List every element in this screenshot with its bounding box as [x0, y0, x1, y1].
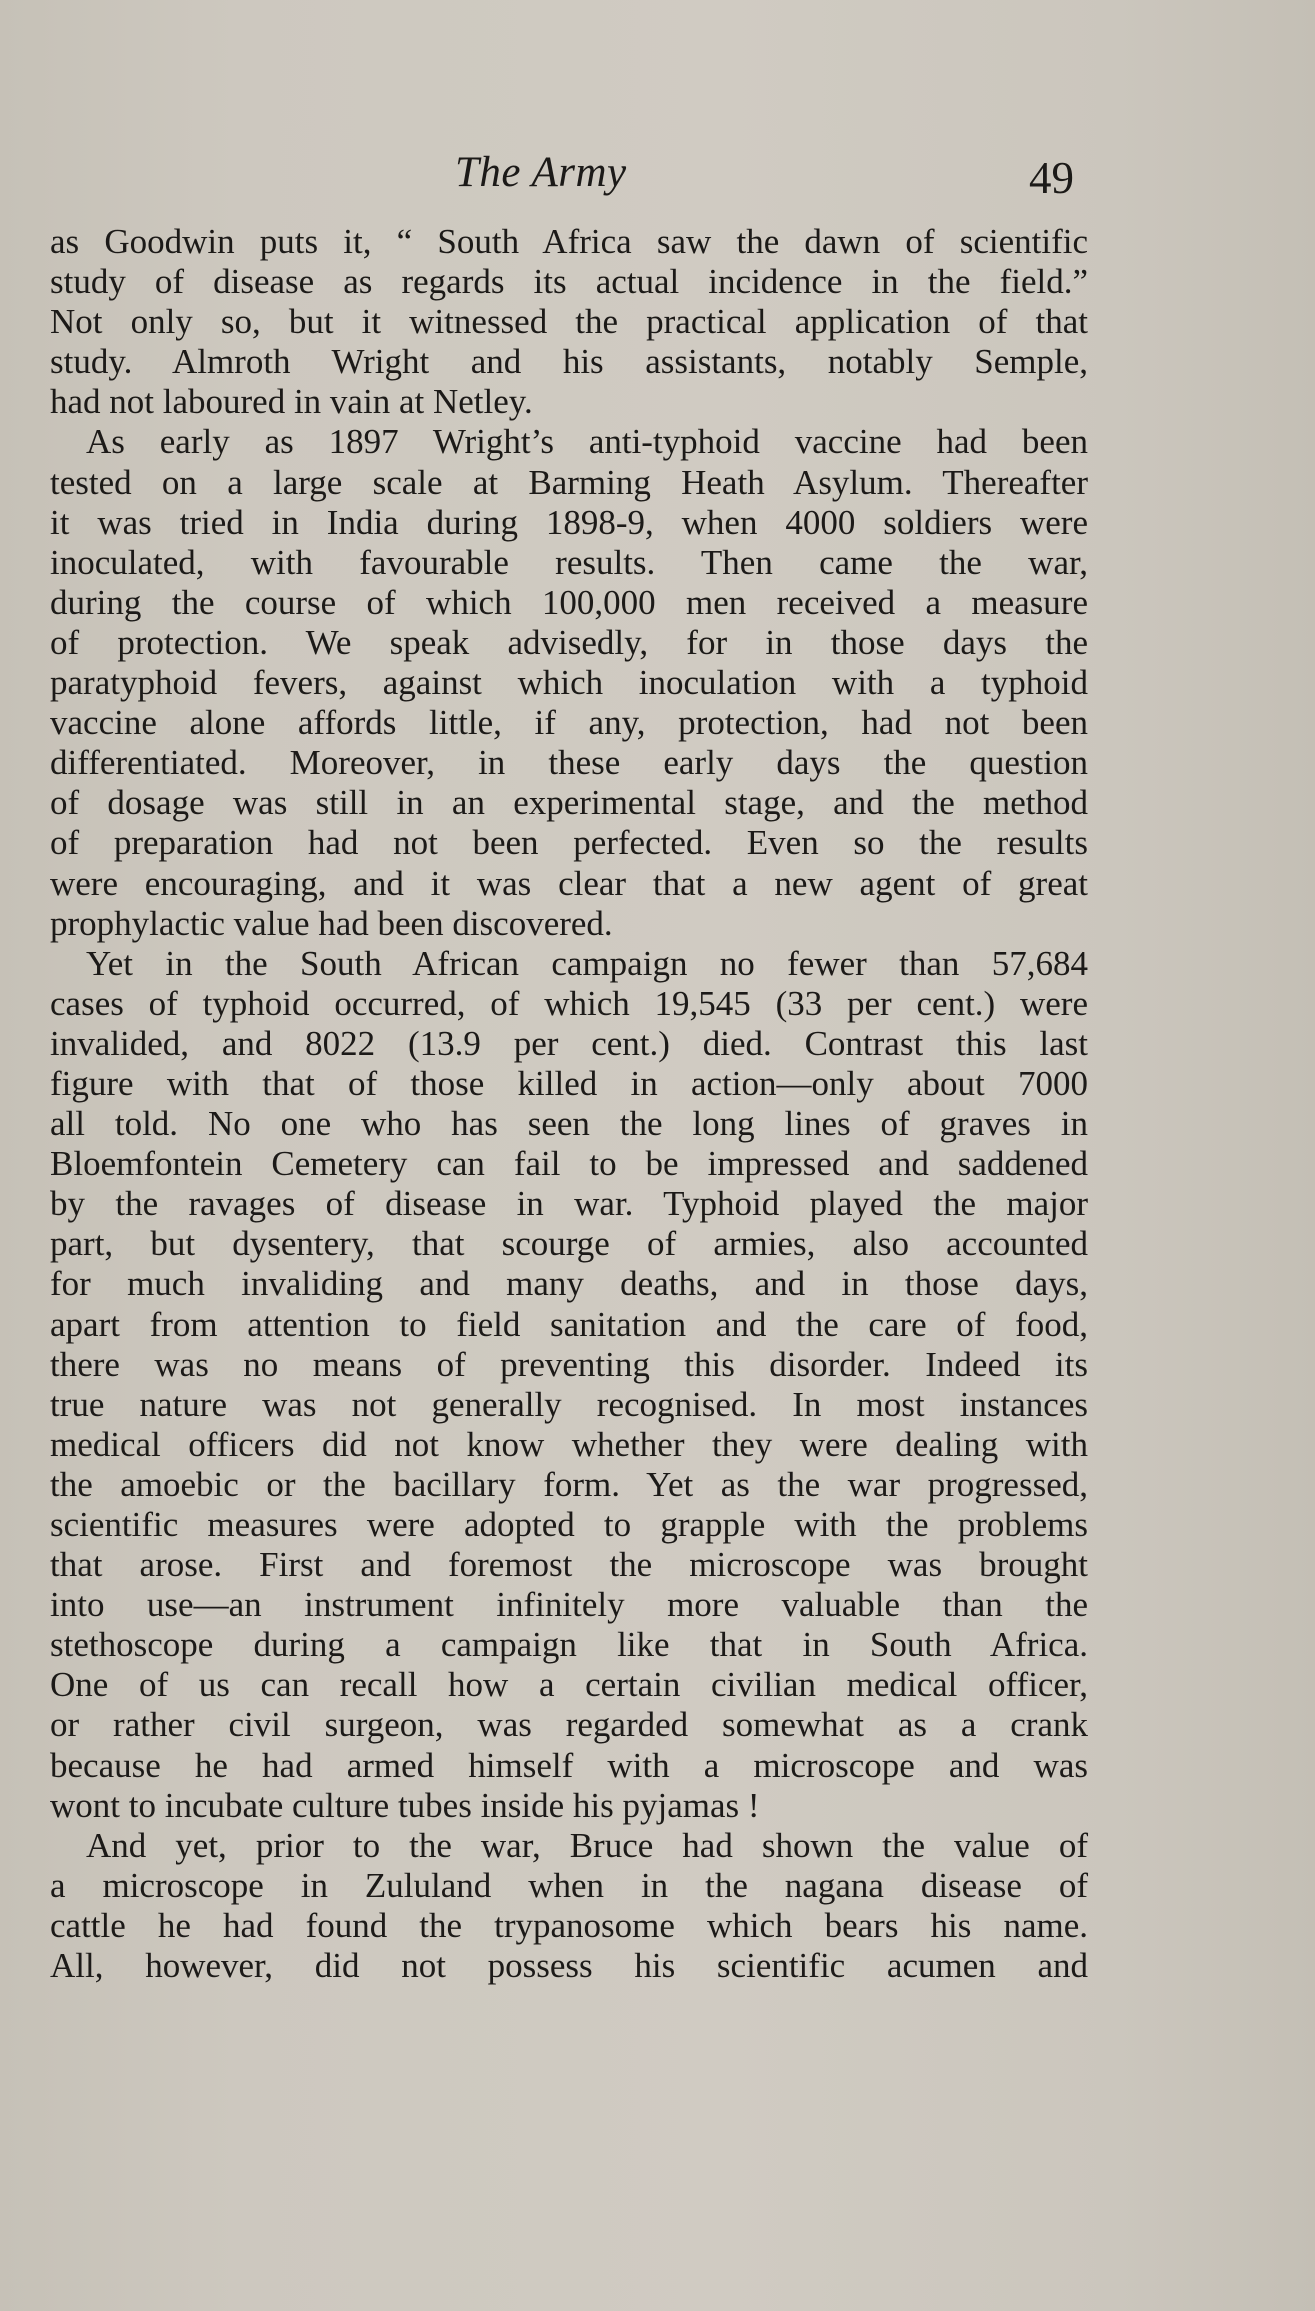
body-text: [50, 222, 1088, 1986]
running-title: The Army: [455, 149, 627, 196]
text-line: by the ravages of disease in war. Typhoid played the major: [50, 1184, 1088, 1224]
text-line: study. Almroth Wright and his assistants, notably Semple,: [50, 342, 1088, 382]
text-line: Not only so, but it witnessed the practical application of that: [50, 302, 1088, 342]
text-line: inoculated, with favourable results. Then came the war,: [50, 542, 1088, 582]
text-line: invalided, and 8022 (13.9 per cent.) died. Contrast this last: [50, 1023, 1088, 1063]
text-line: All, however, did not possess his scientific acumen and: [50, 1946, 1088, 1986]
text-line: that arose. First and foremost the microscope was brought: [50, 1545, 1088, 1585]
text-line: a microscope in Zululand when in the nagana disease of: [50, 1865, 1088, 1905]
text-line: into use—an instrument infinitely more valuable than the: [50, 1585, 1088, 1625]
text-line: study of disease as regards its actual incidence in the field.”: [50, 262, 1088, 302]
text-line: part, but dysentery, that scourge of armies, also accounted: [50, 1224, 1088, 1264]
page-number: 49: [1029, 153, 1074, 203]
text-line: of dosage was still in an experimental stage, and the method: [50, 783, 1088, 823]
text-line: of protection. We speak advisedly, for in those days the: [50, 622, 1088, 662]
text-line: Bloemfontein Cemetery can fail to be impressed and saddened: [50, 1144, 1088, 1184]
text-line: wont to incubate culture tubes inside his pyjamas !: [50, 1785, 760, 1825]
text-line: of preparation had not been perfected. Even so the results: [50, 823, 1088, 863]
text-line: true nature was not generally recognised. In most instances: [50, 1384, 1088, 1424]
text-line: were encouraging, and it was clear that a new agent of great: [50, 863, 1088, 903]
text-line: it was tried in India during 1898-9, when 4000 soldiers were: [50, 502, 1088, 542]
text-line: scientific measures were adopted to grapple with the problems: [50, 1505, 1088, 1544]
text-line: paratyphoid fevers, against which inoculation with a typhoid: [50, 663, 1088, 703]
text-line: the amoebic or the bacillary form. Yet as the war progressed,: [50, 1464, 1088, 1504]
text-line: because he had armed himself with a microscope and was: [50, 1745, 1088, 1785]
text-line: as Goodwin puts it, “ South Africa saw the dawn of scientific: [50, 222, 1088, 261]
text-line: vaccine alone affords little, if any, protection, had not been: [50, 703, 1088, 743]
text-line: And yet, prior to the war, Bruce had shown the value of: [86, 1825, 1088, 1865]
text-line: stethoscope during a campaign like that in South Africa.: [50, 1625, 1088, 1665]
text-line: figure with that of those killed in action—only about 7000: [50, 1063, 1088, 1103]
text-line: medical officers did not know whether they were dealing with: [50, 1424, 1088, 1464]
text-line: differentiated. Moreover, in these early days the question: [50, 743, 1088, 783]
text-line: all told. No one who has seen the long lines of graves in: [50, 1104, 1088, 1144]
text-line: cattle he had found the trypanosome which bears his name.: [50, 1905, 1088, 1945]
text-line: prophylactic value had been discovered.: [50, 903, 613, 943]
text-line: Yet in the South African campaign no fewer than 57,684: [86, 943, 1088, 983]
text-line: or rather civil surgeon, was regarded somewhat as a crank: [50, 1705, 1088, 1745]
text-line: tested on a large scale at Barming Heath Asylum. Thereafter: [50, 462, 1088, 502]
page-header: [0, 140, 1315, 210]
text-line: apart from attention to field sanitation and the care of food,: [50, 1304, 1088, 1344]
text-line: As early as 1897 Wright’s anti-typhoid vaccine had been: [86, 422, 1088, 462]
text-line: for much invaliding and many deaths, and in those days,: [50, 1264, 1088, 1304]
text-line: One of us can recall how a certain civilian medical officer,: [50, 1665, 1088, 1705]
text-line: there was no means of preventing this disorder. Indeed its: [50, 1344, 1088, 1384]
text-line: during the course of which 100,000 men received a measure: [50, 582, 1088, 622]
text-line: had not laboured in vain at Netley.: [50, 382, 533, 422]
text-line: cases of typhoid occurred, of which 19,545 (33 per cent.) were: [50, 983, 1088, 1023]
